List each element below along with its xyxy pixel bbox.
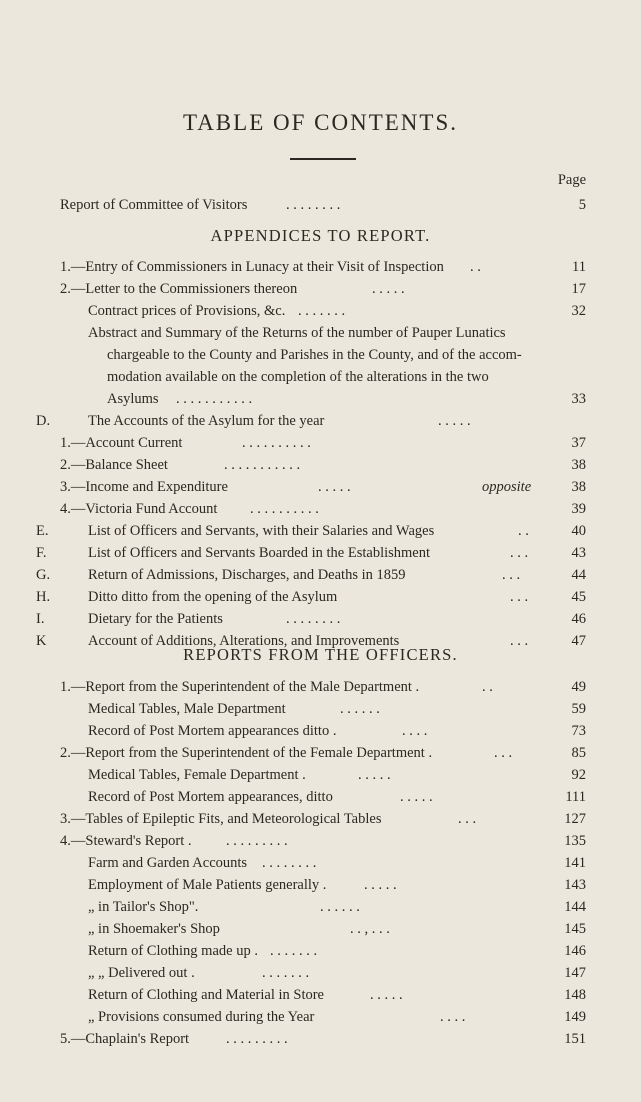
toc-entry-text: Record of Post Mortem appearances, ditto: [88, 789, 333, 805]
toc-entry-text: Record of Post Mortem appearances ditto .: [88, 723, 337, 739]
toc-entry-text: chargeable to the County and Parishes in the County, and of the accom-: [107, 347, 522, 363]
toc-entry-text: 1.—Account Current: [60, 435, 183, 451]
toc-entry-page: 148: [564, 987, 586, 1003]
toc-entry[interactable]: [0, 698, 641, 720]
leader-dots: . . . . . .: [340, 701, 380, 717]
toc-entry-text: 3.—Tables of Epileptic Fits, and Meteorological Tables: [60, 811, 382, 827]
leader-dots: . . , . . .: [350, 921, 390, 937]
leader-dots: . . . . . . . . . . .: [224, 457, 301, 473]
toc-entry-page: 143: [564, 877, 586, 893]
toc-entry[interactable]: [0, 808, 641, 830]
toc-entry-text: „ Provisions consumed during the Year: [88, 1009, 315, 1025]
toc-entry-text: List of Officers and Servants Boarded in the Establishment: [88, 545, 431, 561]
toc-entry-page: 44: [571, 567, 586, 583]
toc-entry[interactable]: [0, 278, 641, 300]
toc-entry[interactable]: [0, 852, 641, 874]
toc-entry-page: 145: [564, 921, 586, 937]
toc-entry-text: Farm and Garden Accounts: [88, 855, 248, 871]
toc-entry[interactable]: [0, 542, 641, 564]
leader-dots: . . . . . .: [320, 899, 360, 915]
toc-entry-page: 127: [564, 811, 586, 827]
toc-entry[interactable]: [0, 608, 641, 630]
toc-entry[interactable]: [0, 498, 641, 520]
toc-entry[interactable]: [0, 786, 641, 808]
toc-entry[interactable]: [0, 962, 641, 984]
appendix-letter: H.: [36, 589, 51, 605]
leader-dots: . . . . .: [358, 767, 391, 783]
toc-entry-text: Account of Additions, Alterations, and Improvements: [88, 633, 400, 649]
appendix-letter: F.: [36, 545, 47, 561]
toc-entry-page: 85: [571, 745, 586, 761]
leader-dots: . . . . . . . . . . .: [176, 391, 253, 407]
toc-entry-page: 111: [565, 789, 586, 805]
toc-entry-text: 4.—Victoria Fund Account: [60, 501, 218, 517]
leader-dots: . . . . . . . .: [262, 855, 317, 871]
officers-heading: REPORTS FROM THE OFFICERS.: [183, 645, 458, 664]
leader-dots: . .: [518, 523, 529, 539]
appendix-letter: E.: [36, 523, 49, 539]
toc-entry[interactable]: [0, 874, 641, 896]
toc-entry-text: 1.—Report from the Superintendent of the Male Department .: [60, 679, 420, 695]
toc-entry[interactable]: [0, 454, 641, 476]
toc-entry-text: 2.—Balance Sheet: [60, 457, 168, 473]
toc-entry-text: „ in Shoemaker's Shop: [88, 921, 220, 937]
toc-entry-text: List of Officers and Servants, with their Salaries and Wages: [88, 523, 435, 539]
toc-entry-page: 141: [564, 855, 586, 871]
leader-dots: . . . . . . . . . .: [250, 501, 319, 517]
toc-entry-page: 151: [564, 1031, 586, 1047]
toc-entry-text: „ in Tailor's Shop".: [88, 899, 199, 915]
leader-dots: . . .: [494, 745, 513, 761]
leader-dots: . . . . . . .: [298, 303, 346, 319]
title-divider: [290, 158, 356, 160]
toc-entry-page: 38: [571, 479, 586, 495]
appendix-letter: D.: [36, 413, 51, 429]
toc-entry-text: Return of Admissions, Discharges, and Deaths in 1859: [88, 567, 406, 583]
toc-entry: [0, 410, 641, 432]
leader-dots: . . .: [502, 567, 521, 583]
leader-dots: . . .: [510, 545, 529, 561]
toc-entry-text: 3.—Income and Expenditure: [60, 479, 228, 495]
toc-entry-text: Return of Clothing and Material in Store: [88, 987, 324, 1003]
toc-entry[interactable]: [0, 764, 641, 786]
toc-entry-note: opposite: [482, 479, 532, 495]
leader-dots: . .: [482, 679, 493, 695]
toc-entry-page: 73: [571, 723, 586, 739]
toc-entry-text: 1.—Entry of Commissioners in Lunacy at their Visit of Inspection: [60, 259, 444, 275]
toc-entry[interactable]: [0, 940, 641, 962]
toc-entry-text: Contract prices of Provisions, &c.: [88, 303, 286, 319]
leader-dots: . . . . . . . .: [286, 197, 341, 213]
toc-entry-page: 144: [564, 899, 586, 915]
toc-entry-text: Return of Clothing made up .: [88, 943, 258, 959]
toc-entry-page: 5: [578, 197, 586, 213]
leader-dots: . . . . . . . . .: [226, 833, 288, 849]
leader-dots: . . . . . . . . . .: [242, 435, 311, 451]
toc-entry[interactable]: [0, 256, 641, 278]
toc-entry-page: 146: [564, 943, 586, 959]
leader-dots: . . . . .: [372, 281, 405, 297]
toc-entry[interactable]: [0, 388, 641, 410]
toc-entry-page: 38: [571, 457, 586, 473]
toc-entry[interactable]: [0, 1028, 641, 1050]
leader-dots: . . . . .: [438, 413, 471, 429]
leader-dots: . . . . .: [370, 987, 403, 1003]
toc-entry[interactable]: [0, 676, 641, 698]
toc-entry[interactable]: [0, 300, 641, 322]
leader-dots: . . .: [510, 589, 529, 605]
toc-entry-page: 39: [571, 501, 586, 517]
toc-entry[interactable]: [0, 564, 641, 586]
appendices-heading: APPENDICES TO REPORT.: [210, 226, 431, 245]
toc-entry-page: 45: [571, 589, 586, 605]
toc-entry[interactable]: [0, 520, 641, 542]
toc-entry[interactable]: [0, 918, 641, 940]
leader-dots: . . . . . . . . .: [226, 1031, 288, 1047]
leader-dots: . . . . .: [364, 877, 397, 893]
toc-entry-text: Report of Committee of Visitors: [60, 197, 248, 213]
leader-dots: . . .: [510, 633, 529, 649]
toc-entry-text: modation available on the completion of the alterations in the two: [107, 369, 489, 385]
toc-entry-text: Ditto ditto from the opening of the Asylum: [88, 589, 338, 605]
leader-dots: . . . . . . .: [262, 965, 310, 981]
toc-entry[interactable]: [0, 476, 641, 498]
toc-entry-text: Employment of Male Patients generally .: [88, 877, 327, 893]
leader-dots: . . . . .: [400, 789, 433, 805]
toc-entry-page: 92: [571, 767, 586, 783]
toc-entry-page: 32: [571, 303, 586, 319]
toc-entry-text: Asylums: [107, 391, 159, 407]
toc-entry-page: 147: [564, 965, 586, 981]
toc-entry-text: 2.—Report from the Superintendent of the Female Department .: [60, 745, 433, 761]
toc-entry-text: „ „ Delivered out .: [88, 965, 195, 981]
toc-entry-page: 149: [564, 1009, 586, 1025]
page-column-header: Page: [557, 172, 586, 188]
toc-entry[interactable]: [0, 830, 641, 852]
toc-entry-page: 11: [572, 259, 586, 275]
appendix-letter: G.: [36, 567, 51, 583]
leader-dots: . . . . .: [318, 479, 351, 495]
toc-entry-page: 59: [571, 701, 586, 717]
toc-entry-page: 43: [571, 545, 586, 561]
toc-entry-text: The Accounts of the Asylum for the year: [88, 413, 325, 429]
leader-dots: . . . . . . . .: [286, 611, 341, 627]
toc-entry-text: Medical Tables, Female Department .: [88, 767, 306, 783]
leader-dots: . . .: [458, 811, 477, 827]
toc-entry-page: 40: [571, 523, 586, 539]
toc-entry-text: 2.—Letter to the Commissioners thereon: [60, 281, 298, 297]
toc-entry[interactable]: [0, 1006, 641, 1028]
page-title: TABLE OF CONTENTS.: [182, 110, 459, 135]
toc-entry[interactable]: [0, 432, 641, 454]
toc-entry-text: 4.—Steward's Report .: [60, 833, 192, 849]
toc-entry: [0, 366, 641, 388]
leader-dots: . . . .: [440, 1009, 466, 1025]
toc-entry-page: 37: [571, 435, 586, 451]
toc-entry-text: Dietary for the Patients: [88, 611, 223, 627]
toc-entry-text: Abstract and Summary of the Returns of the number of Pauper Lunatics: [88, 325, 506, 341]
toc-entry-page: 17: [571, 281, 586, 297]
appendix-letter: K: [36, 633, 47, 649]
toc-entry: [0, 344, 641, 366]
toc-entry-text: Medical Tables, Male Department: [88, 701, 286, 717]
toc-entry-page: 33: [571, 391, 586, 407]
leader-dots: . .: [470, 259, 481, 275]
toc-entry-page: 135: [564, 833, 586, 849]
appendix-letter: I.: [36, 611, 45, 627]
toc-entry-page: 49: [571, 679, 586, 695]
leader-dots: . . . .: [402, 723, 428, 739]
toc-entry[interactable]: [0, 984, 641, 1006]
toc-entry-page: 46: [571, 611, 586, 627]
toc-entry[interactable]: [0, 896, 641, 918]
toc-entry[interactable]: [0, 586, 641, 608]
leader-dots: . . . . . . .: [270, 943, 318, 959]
toc-entry: [0, 322, 641, 344]
toc-entry[interactable]: [0, 742, 641, 764]
toc-entry[interactable]: [0, 720, 641, 742]
toc-entry-text: 5.—Chaplain's Report: [60, 1031, 190, 1047]
toc-entry-page: 47: [571, 633, 586, 649]
toc-entry-committee-report[interactable]: [0, 194, 641, 216]
